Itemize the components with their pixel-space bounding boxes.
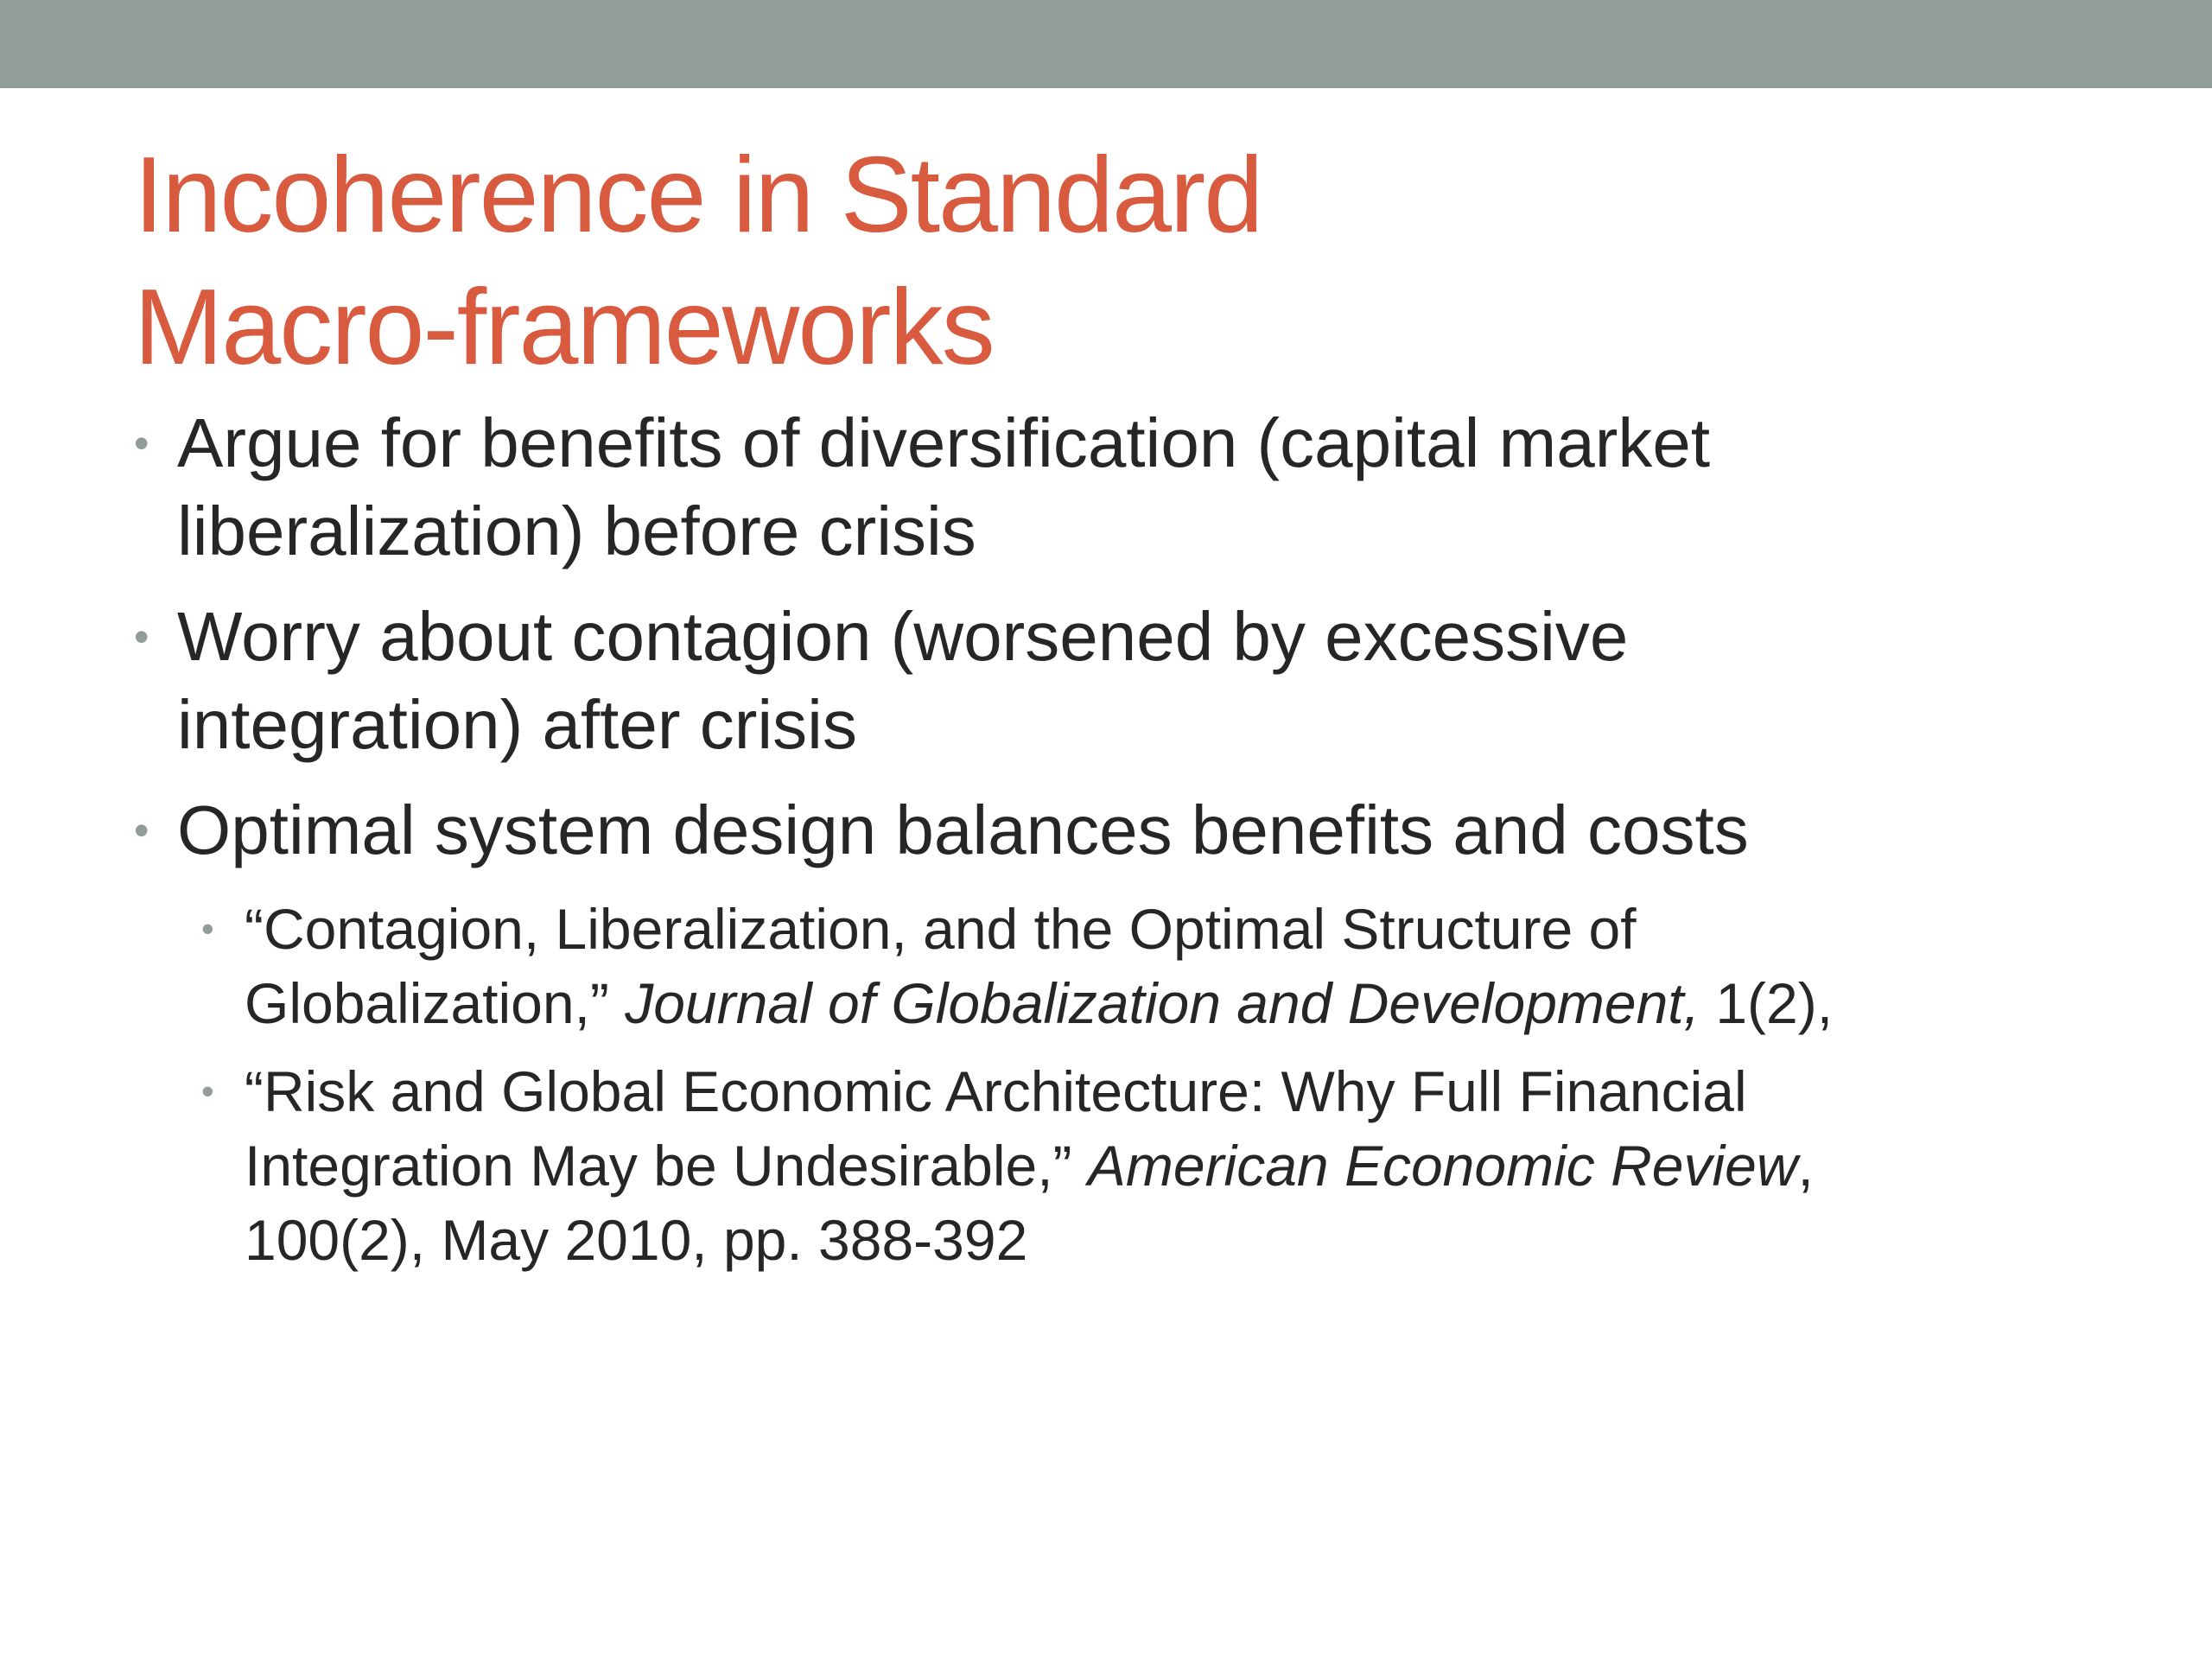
bullet-text: Optimal system design balances benefits and costs [177,791,1749,868]
citation-text: “Contagion, Liberalization, and the Optimal Structure of [245,897,1637,961]
sub-bullet-item [201,892,2121,1040]
slide-title [134,130,2078,394]
bullet-text: Worry about contagion (worsened by excessive [177,598,1629,675]
bullet-dot-icon: • [134,806,149,855]
slide-title-line: Incoherence in Standard [134,136,1262,255]
sub-bullet-dot-icon: • [201,1071,214,1111]
citation-text-part: Integration May be Undesirable,” [245,1134,1088,1198]
citation-text-part: 1(2), [1699,971,1834,1035]
bullet-text: integration) after crisis [177,686,857,763]
bullet-item [134,593,2121,769]
citation-text-part: Globalization,” [245,971,626,1035]
slide-body [134,399,2121,1277]
journal-name: Journal of Globalization and Development, [625,971,1700,1035]
bullet-item [134,399,2121,575]
sub-bullet-dot-icon: • [201,908,214,949]
bullet-dot-icon: • [134,613,149,661]
citation-text: “Risk and Global Economic Architecture: Why Full Financial [245,1059,1747,1123]
citation-text-part: , [1797,1134,1814,1198]
top-band [0,0,2212,88]
bullet-text: liberalization) before crisis [177,493,976,569]
bullet-item [134,786,2121,874]
slide-title-line: Macro-frameworks [134,268,994,387]
citation-text [245,1128,2121,1203]
citation-text [245,966,2121,1040]
sub-bullet-item [201,1054,2121,1277]
bullet-dot-icon: • [134,419,149,467]
citation-text: 100(2), May 2010, pp. 388-392 [245,1208,1028,1272]
journal-name: American Economic Review [1087,1134,1798,1198]
bullet-text: Argue for benefits of diversification (capital market [177,404,1711,481]
